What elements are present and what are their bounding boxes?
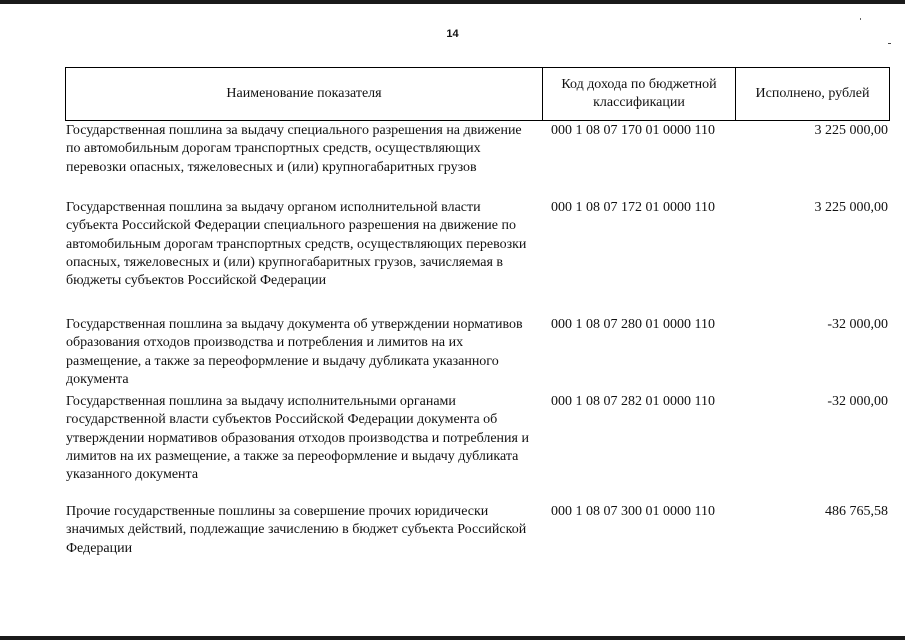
scan-edge-bottom <box>0 636 905 640</box>
header-name: Наименование показателя <box>66 68 543 120</box>
row-code: 000 1 08 07 300 01 0000 110 <box>551 504 715 519</box>
row-amount: -32 000,00 <box>827 317 888 332</box>
header-amount: Исполнено, рублей <box>755 86 870 101</box>
row-amount: 486 765,58 <box>825 504 888 519</box>
row-code: 000 1 08 07 280 01 0000 110 <box>551 317 715 332</box>
table-header <box>65 67 890 121</box>
row-amount: -32 000,00 <box>827 394 888 409</box>
row-name: Прочие государственные пошлины за совершение прочих юридически значимых действий, подлежащие зачислению в бюджет субъекта Российской Федерации <box>66 504 527 556</box>
page-number: 14 <box>446 28 459 40</box>
row-code: 000 1 08 07 170 01 0000 110 <box>551 123 715 138</box>
row-amount: 3 225 000,00 <box>814 123 888 138</box>
header-code: Код дохода по бюджетной классификации <box>543 68 736 120</box>
row-name: Государственная пошлина за выдачу специального разрешения на движение по автомобильным дорогам транспортных средств, осуществляющих перевозки опасных, тяжеловесных и (или) крупногабаритных грузов <box>66 123 522 175</box>
row-amount: 3 225 000,00 <box>814 200 888 215</box>
row-name: Государственная пошлина за выдачу исполнительными органами государственной власти субъектов Российской Федерации документа об утверждении нормативов образования отходов производства и потребления и лимитов на их размещение, а также за переоформление и выдачу дубликата указанного документа <box>66 394 529 483</box>
scan-speck <box>888 43 891 44</box>
row-code: 000 1 08 07 172 01 0000 110 <box>551 200 715 215</box>
row-name: Государственная пошлина за выдачу органом исполнительной власти субъекта Российской Федерации специального разрешения на движение по автомобильным дорогам транспортных средств, осуществляющих перевозки опасных, тяжеловесных и (или) крупногабаритных грузов, зачисляемая в бюджеты субъектов Российской Федерации <box>66 200 527 289</box>
scan-edge-top <box>0 0 905 4</box>
row-code: 000 1 08 07 282 01 0000 110 <box>551 394 715 409</box>
row-name: Государственная пошлина за выдачу документа об утверждении нормативов образования отходов производства и потребления и лимитов на их размещение, а также за переоформление и выдачу дубликата указанного документа <box>66 317 523 387</box>
scan-speck <box>860 18 861 20</box>
